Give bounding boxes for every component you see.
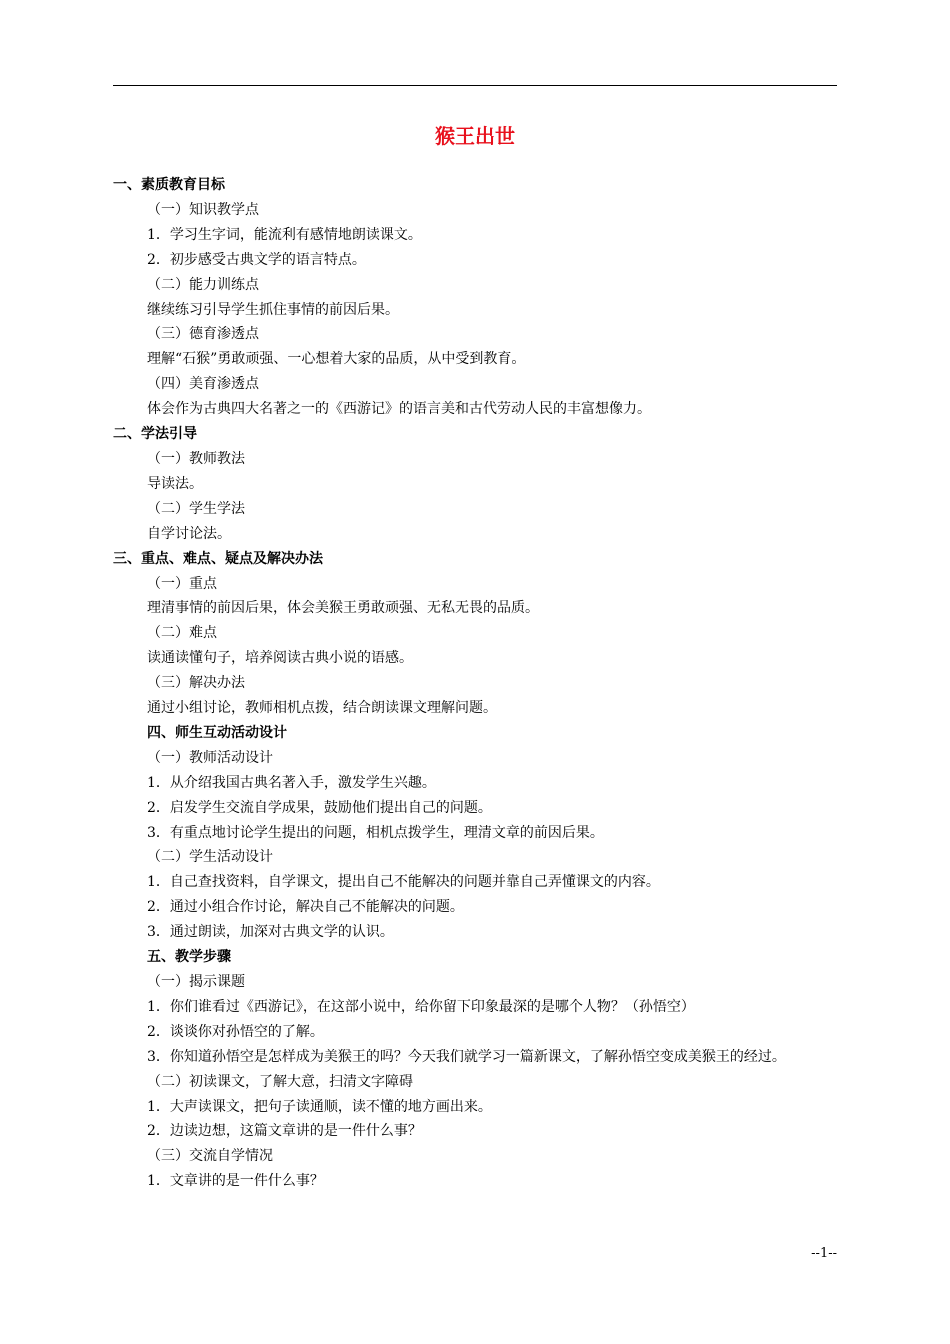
paragraph-line: 3．有重点地讨论学生提出的问题，相机点拨学生，理清文章的前因后果。: [147, 824, 604, 841]
subsection-heading: （一）教师教法: [147, 450, 245, 467]
paragraph-line: 导读法。: [147, 475, 203, 492]
section-heading: 五、教学步骤: [147, 949, 231, 966]
subsection-heading: （三）解决办法: [147, 675, 245, 692]
subsection-heading: （三）交流自学情况: [147, 1148, 273, 1165]
subsection-heading: （二）初读课文，了解大意，扫清文字障碍: [147, 1073, 413, 1090]
subsection-heading: （一）知识教学点: [147, 201, 259, 218]
subsection-heading: （二）学生学法: [147, 500, 245, 517]
paragraph-line: 2．启发学生交流自学成果，鼓励他们提出自己的问题。: [147, 799, 492, 816]
subsection-heading: （二）学生活动设计: [147, 849, 273, 866]
document-title: 猴王出世: [435, 124, 515, 148]
paragraph-line: 读通读懂句子，培养阅读古典小说的语感。: [147, 650, 413, 667]
header-rule: [113, 85, 837, 86]
paragraph-line: 1．你们谁看过《西游记》，在这部小说中，给你留下印象最深的是哪个人物？（孙悟空）: [147, 998, 695, 1015]
section-heading: 一、素质教育目标: [113, 177, 225, 193]
paragraph-line: 1．学习生字词，能流利有感情地朗读课文。: [147, 226, 422, 243]
paragraph-line: 体会作为古典四大名著之一的《西游记》的语言美和古代劳动人民的丰富想像力。: [147, 401, 651, 418]
subsection-heading: （一）教师活动设计: [147, 749, 273, 766]
paragraph-line: 理清事情的前因后果，体会美猴王勇敢顽强、无私无畏的品质。: [147, 600, 539, 617]
document-body: [113, 173, 837, 1194]
paragraph-line: 1．从介绍我国古典名著入手，激发学生兴趣。: [147, 774, 436, 791]
subsection-heading: （二）难点: [147, 625, 217, 642]
paragraph-line: 自学讨论法。: [147, 525, 231, 542]
section-heading: 四、师生互动活动设计: [147, 724, 287, 741]
section-heading: 二、学法引导: [113, 426, 197, 443]
paragraph-line: 1．自己查找资料，自学课文，提出自己不能解决的问题并靠自己弄懂课文的内容。: [147, 874, 660, 891]
paragraph-line: 1．大声读课文，把句子读通顺，读不懂的地方画出来。: [147, 1098, 492, 1115]
paragraph-line: 继续练习引导学生抓住事情的前因后果。: [147, 301, 399, 318]
subsection-heading: （一）揭示课题: [147, 974, 245, 990]
paragraph-line: 2．边读边想，这篇文章讲的是一件什么事？: [147, 1123, 422, 1140]
paragraph-line: 通过小组讨论，教师相机点拨，结合朗读课文理解问题。: [147, 700, 497, 717]
paragraph-line: 2．谈谈你对孙悟空的了解。: [147, 1023, 324, 1040]
subsection-heading: （三）德育渗透点: [147, 326, 259, 343]
paragraph-line: 理解“石猴”勇敢顽强、一心想着大家的品质，从中受到教育。: [147, 351, 526, 368]
subsection-heading: （四）美育渗透点: [147, 376, 259, 393]
paragraph-line: 2．初步感受古典文学的语言特点。: [147, 251, 366, 268]
section-heading: 三、重点、难点、疑点及解决办法: [113, 550, 323, 567]
page-number: --1--: [811, 1246, 837, 1261]
subsection-heading: （二）能力训练点: [147, 276, 259, 293]
paragraph-line: 3．通过朗读，加深对古典文学的认识。: [147, 924, 394, 941]
paragraph-line: 2．通过小组合作讨论，解决自己不能解决的问题。: [147, 899, 464, 916]
paragraph-line: 3．你知道孙悟空是怎样成为美猴王的吗？今天我们就学习一篇新课文，了解孙悟空变成美猴王的经过。: [147, 1048, 786, 1065]
paragraph-line: 1．文章讲的是一件什么事？: [147, 1173, 324, 1190]
subsection-heading: （一）重点: [147, 575, 217, 592]
